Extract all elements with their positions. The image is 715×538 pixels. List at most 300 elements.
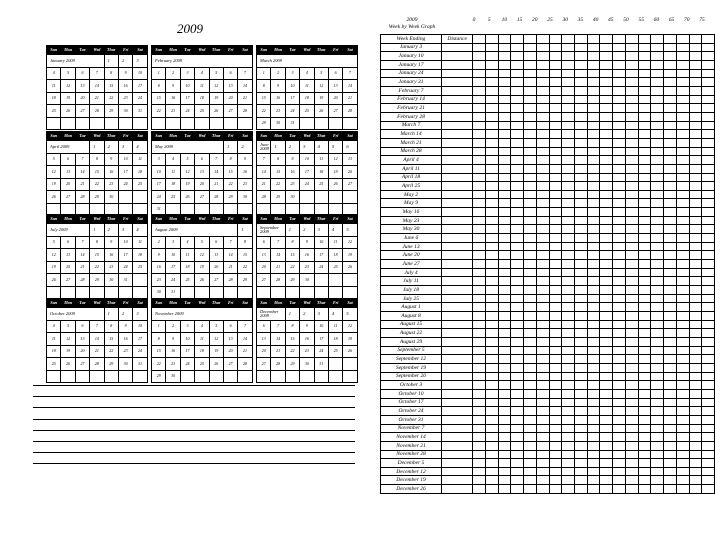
graph-cell[interactable] (536, 329, 549, 338)
day-cell[interactable]: 14 (271, 333, 285, 346)
graph-cell[interactable] (549, 225, 562, 234)
day-cell[interactable]: 19 (195, 261, 209, 274)
graph-cell[interactable] (524, 208, 537, 217)
day-cell[interactable]: 9 (271, 80, 285, 93)
graph-cell[interactable] (587, 459, 600, 468)
graph-cell[interactable] (473, 424, 486, 433)
day-cell[interactable]: 20 (257, 345, 271, 358)
graph-cell[interactable] (625, 346, 638, 355)
day-cell[interactable]: 23 (118, 345, 132, 358)
graph-cell[interactable] (613, 294, 626, 303)
graph-cell[interactable] (689, 450, 702, 459)
graph-cell[interactable] (511, 60, 524, 69)
day-cell[interactable]: 23 (300, 261, 314, 274)
graph-cell[interactable] (625, 415, 638, 424)
day-cell[interactable] (166, 117, 180, 130)
graph-cell[interactable] (702, 208, 715, 217)
graph-cell[interactable] (587, 355, 600, 364)
day-cell[interactable]: 8 (257, 80, 271, 93)
day-cell[interactable]: 24 (133, 92, 147, 105)
graph-cell[interactable] (676, 294, 689, 303)
day-cell[interactable]: 16 (104, 166, 118, 179)
day-cell[interactable]: 1 (238, 224, 252, 237)
graph-cell[interactable] (613, 398, 626, 407)
day-cell[interactable] (133, 370, 147, 383)
day-cell[interactable]: 31 (133, 358, 147, 371)
day-cell[interactable]: 5 (328, 141, 342, 154)
day-cell[interactable]: 4 (328, 224, 342, 237)
graph-cell[interactable] (562, 147, 575, 156)
graph-cell[interactable] (575, 407, 588, 416)
graph-cell[interactable] (562, 294, 575, 303)
graph-cell[interactable] (664, 329, 677, 338)
graph-cell[interactable] (651, 242, 664, 251)
day-cell[interactable]: 21 (90, 345, 104, 358)
graph-cell[interactable] (524, 182, 537, 191)
day-cell[interactable]: 1 (104, 308, 118, 321)
day-cell[interactable] (90, 370, 104, 383)
day-cell[interactable]: 1 (90, 224, 104, 237)
graph-cell[interactable] (536, 104, 549, 113)
graph-cell[interactable] (638, 234, 651, 243)
day-cell[interactable]: 28 (238, 358, 252, 371)
graph-cell[interactable] (651, 234, 664, 243)
graph-cell[interactable] (473, 182, 486, 191)
distance-cell[interactable] (442, 86, 473, 95)
day-cell[interactable] (328, 286, 342, 299)
day-cell[interactable]: 5 (314, 67, 328, 80)
day-cell[interactable] (300, 191, 314, 204)
graph-cell[interactable] (575, 424, 588, 433)
graph-cell[interactable] (600, 407, 613, 416)
graph-cell[interactable] (473, 329, 486, 338)
graph-cell[interactable] (689, 242, 702, 251)
graph-cell[interactable] (676, 173, 689, 182)
day-cell[interactable] (75, 370, 89, 383)
graph-cell[interactable] (587, 190, 600, 199)
day-cell[interactable] (61, 370, 75, 383)
graph-cell[interactable] (651, 156, 664, 165)
day-cell[interactable] (118, 191, 132, 204)
day-cell[interactable]: 23 (300, 345, 314, 358)
graph-cell[interactable] (600, 415, 613, 424)
graph-cell[interactable] (702, 312, 715, 321)
graph-cell[interactable] (473, 467, 486, 476)
day-cell[interactable]: 15 (90, 249, 104, 262)
graph-cell[interactable] (638, 147, 651, 156)
day-cell[interactable]: 11 (195, 333, 209, 346)
graph-cell[interactable] (524, 346, 537, 355)
graph-cell[interactable] (600, 346, 613, 355)
distance-cell[interactable] (442, 95, 473, 104)
graph-cell[interactable] (524, 164, 537, 173)
graph-cell[interactable] (536, 69, 549, 78)
graph-cell[interactable] (689, 95, 702, 104)
graph-cell[interactable] (587, 69, 600, 78)
graph-cell[interactable] (664, 294, 677, 303)
graph-cell[interactable] (664, 320, 677, 329)
graph-cell[interactable] (511, 268, 524, 277)
graph-cell[interactable] (549, 78, 562, 87)
day-cell[interactable]: 12 (195, 249, 209, 262)
graph-cell[interactable] (498, 86, 511, 95)
day-cell[interactable]: 16 (118, 80, 132, 93)
day-cell[interactable]: 26 (343, 345, 357, 358)
graph-cell[interactable] (486, 138, 499, 147)
graph-cell[interactable] (536, 251, 549, 260)
graph-cell[interactable] (562, 138, 575, 147)
graph-cell[interactable] (638, 216, 651, 225)
graph-cell[interactable] (486, 260, 499, 269)
graph-cell[interactable] (689, 147, 702, 156)
day-cell[interactable]: 27 (343, 178, 357, 191)
graph-cell[interactable] (613, 104, 626, 113)
distance-cell[interactable] (442, 286, 473, 295)
graph-cell[interactable] (562, 173, 575, 182)
day-cell[interactable]: 16 (300, 333, 314, 346)
graph-cell[interactable] (702, 363, 715, 372)
day-cell[interactable]: 19 (61, 345, 75, 358)
graph-cell[interactable] (498, 78, 511, 87)
graph-cell[interactable] (575, 329, 588, 338)
day-cell[interactable]: 18 (195, 92, 209, 105)
day-cell[interactable]: 28 (271, 274, 285, 287)
graph-cell[interactable] (562, 242, 575, 251)
day-cell[interactable] (328, 370, 342, 383)
graph-cell[interactable] (536, 43, 549, 52)
day-cell[interactable]: 2 (104, 224, 118, 237)
graph-cell[interactable] (498, 43, 511, 52)
distance-cell[interactable] (442, 138, 473, 147)
graph-cell[interactable] (549, 260, 562, 269)
graph-cell[interactable] (625, 173, 638, 182)
graph-cell[interactable] (549, 182, 562, 191)
graph-cell[interactable] (524, 190, 537, 199)
graph-cell[interactable] (473, 260, 486, 269)
graph-cell[interactable] (486, 69, 499, 78)
day-cell[interactable]: 1 (90, 141, 104, 154)
graph-cell[interactable] (498, 337, 511, 346)
graph-cell[interactable] (625, 268, 638, 277)
graph-cell[interactable] (664, 60, 677, 69)
graph-cell[interactable] (651, 173, 664, 182)
graph-cell[interactable] (524, 121, 537, 130)
graph-cell[interactable] (549, 381, 562, 390)
graph-cell[interactable] (562, 104, 575, 113)
graph-cell[interactable] (562, 459, 575, 468)
graph-cell[interactable] (613, 346, 626, 355)
day-cell[interactable]: 3 (152, 153, 166, 166)
day-cell[interactable]: 9 (166, 80, 180, 93)
graph-cell[interactable] (498, 441, 511, 450)
day-cell[interactable] (238, 370, 252, 383)
graph-cell[interactable] (549, 69, 562, 78)
graph-cell[interactable] (536, 485, 549, 494)
note-line[interactable] (33, 407, 355, 408)
graph-cell[interactable] (651, 381, 664, 390)
graph-cell[interactable] (498, 190, 511, 199)
day-cell[interactable] (343, 370, 357, 383)
day-cell[interactable]: 19 (328, 166, 342, 179)
graph-cell[interactable] (625, 208, 638, 217)
graph-cell[interactable] (511, 95, 524, 104)
graph-cell[interactable] (575, 433, 588, 442)
day-cell[interactable]: 15 (238, 249, 252, 262)
graph-cell[interactable] (575, 372, 588, 381)
graph-cell[interactable] (625, 156, 638, 165)
day-cell[interactable]: 12 (209, 80, 223, 93)
distance-cell[interactable] (442, 234, 473, 243)
day-cell[interactable]: 14 (238, 80, 252, 93)
graph-cell[interactable] (486, 242, 499, 251)
graph-cell[interactable] (536, 476, 549, 485)
graph-cell[interactable] (549, 389, 562, 398)
graph-cell[interactable] (524, 242, 537, 251)
day-cell[interactable]: 30 (152, 286, 166, 299)
day-cell[interactable]: 28 (343, 105, 357, 118)
graph-cell[interactable] (536, 112, 549, 121)
distance-cell[interactable] (442, 208, 473, 217)
graph-cell[interactable] (638, 225, 651, 234)
graph-cell[interactable] (587, 147, 600, 156)
graph-cell[interactable] (511, 415, 524, 424)
graph-cell[interactable] (664, 242, 677, 251)
graph-cell[interactable] (613, 320, 626, 329)
graph-cell[interactable] (613, 268, 626, 277)
graph-cell[interactable] (498, 242, 511, 251)
graph-cell[interactable] (702, 268, 715, 277)
graph-cell[interactable] (651, 78, 664, 87)
graph-cell[interactable] (664, 52, 677, 61)
graph-cell[interactable] (473, 234, 486, 243)
graph-cell[interactable] (613, 415, 626, 424)
graph-cell[interactable] (511, 329, 524, 338)
graph-cell[interactable] (473, 286, 486, 295)
graph-cell[interactable] (587, 164, 600, 173)
day-cell[interactable]: 1 (223, 141, 237, 154)
day-cell[interactable]: 7 (238, 67, 252, 80)
day-cell[interactable] (104, 370, 118, 383)
day-cell[interactable] (61, 286, 75, 299)
day-cell[interactable] (209, 370, 223, 383)
graph-cell[interactable] (600, 268, 613, 277)
graph-cell[interactable] (549, 208, 562, 217)
graph-cell[interactable] (511, 104, 524, 113)
distance-cell[interactable] (442, 60, 473, 69)
graph-cell[interactable] (549, 156, 562, 165)
graph-cell[interactable] (613, 459, 626, 468)
day-cell[interactable] (118, 370, 132, 383)
graph-cell[interactable] (600, 303, 613, 312)
day-cell[interactable]: 17 (118, 166, 132, 179)
graph-cell[interactable] (498, 173, 511, 182)
graph-cell[interactable] (689, 173, 702, 182)
day-cell[interactable]: 4 (195, 67, 209, 80)
day-cell[interactable]: 24 (166, 274, 180, 287)
graph-cell[interactable] (702, 199, 715, 208)
day-cell[interactable]: 28 (257, 191, 271, 204)
graph-cell[interactable] (664, 104, 677, 113)
graph-cell[interactable] (651, 130, 664, 139)
graph-cell[interactable] (562, 363, 575, 372)
day-cell[interactable] (314, 274, 328, 287)
graph-cell[interactable] (549, 363, 562, 372)
graph-cell[interactable] (473, 450, 486, 459)
graph-cell[interactable] (702, 95, 715, 104)
graph-cell[interactable] (651, 329, 664, 338)
graph-cell[interactable] (638, 43, 651, 52)
day-cell[interactable]: 2 (152, 236, 166, 249)
graph-cell[interactable] (536, 190, 549, 199)
day-cell[interactable]: 11 (166, 166, 180, 179)
graph-cell[interactable] (549, 52, 562, 61)
graph-cell[interactable] (524, 173, 537, 182)
day-cell[interactable]: 6 (195, 153, 209, 166)
graph-cell[interactable] (473, 459, 486, 468)
graph-cell[interactable] (664, 424, 677, 433)
graph-cell[interactable] (613, 225, 626, 234)
day-cell[interactable]: 26 (209, 358, 223, 371)
day-cell[interactable] (314, 370, 328, 383)
distance-cell[interactable] (442, 303, 473, 312)
graph-cell[interactable] (473, 130, 486, 139)
day-cell[interactable]: 2 (118, 55, 132, 68)
graph-cell[interactable] (689, 381, 702, 390)
distance-cell[interactable] (442, 415, 473, 424)
graph-cell[interactable] (587, 216, 600, 225)
graph-cell[interactable] (473, 164, 486, 173)
day-cell[interactable] (257, 370, 271, 383)
graph-cell[interactable] (486, 346, 499, 355)
day-cell[interactable]: 7 (90, 67, 104, 80)
distance-cell[interactable] (442, 164, 473, 173)
graph-cell[interactable] (664, 372, 677, 381)
graph-cell[interactable] (664, 156, 677, 165)
day-cell[interactable]: 23 (166, 358, 180, 371)
graph-cell[interactable] (664, 225, 677, 234)
graph-cell[interactable] (638, 199, 651, 208)
graph-cell[interactable] (511, 433, 524, 442)
graph-cell[interactable] (689, 104, 702, 113)
graph-cell[interactable] (575, 467, 588, 476)
distance-cell[interactable] (442, 450, 473, 459)
graph-cell[interactable] (676, 260, 689, 269)
graph-cell[interactable] (625, 104, 638, 113)
day-cell[interactable]: 27 (61, 191, 75, 204)
graph-cell[interactable] (498, 156, 511, 165)
graph-cell[interactable] (524, 294, 537, 303)
graph-cell[interactable] (689, 312, 702, 321)
graph-cell[interactable] (536, 147, 549, 156)
graph-cell[interactable] (600, 182, 613, 191)
distance-cell[interactable] (442, 199, 473, 208)
note-line[interactable] (33, 385, 355, 386)
day-cell[interactable]: 26 (314, 105, 328, 118)
day-cell[interactable]: 4 (133, 141, 147, 154)
day-cell[interactable]: 27 (61, 274, 75, 287)
graph-cell[interactable] (562, 441, 575, 450)
graph-cell[interactable] (562, 208, 575, 217)
day-cell[interactable]: 15 (285, 249, 299, 262)
graph-cell[interactable] (613, 190, 626, 199)
day-cell[interactable] (195, 370, 209, 383)
day-cell[interactable]: 20 (61, 178, 75, 191)
graph-cell[interactable] (536, 450, 549, 459)
graph-cell[interactable] (549, 424, 562, 433)
day-cell[interactable]: 6 (257, 236, 271, 249)
day-cell[interactable]: 13 (61, 249, 75, 262)
graph-cell[interactable] (651, 467, 664, 476)
graph-cell[interactable] (536, 268, 549, 277)
graph-cell[interactable] (511, 398, 524, 407)
graph-cell[interactable] (689, 138, 702, 147)
graph-cell[interactable] (676, 286, 689, 295)
graph-cell[interactable] (562, 277, 575, 286)
graph-cell[interactable] (587, 78, 600, 87)
graph-cell[interactable] (689, 164, 702, 173)
day-cell[interactable]: 25 (133, 261, 147, 274)
day-cell[interactable]: 10 (180, 333, 194, 346)
day-cell[interactable]: 21 (238, 345, 252, 358)
day-cell[interactable]: 11 (300, 80, 314, 93)
graph-cell[interactable] (486, 398, 499, 407)
graph-cell[interactable] (613, 441, 626, 450)
graph-cell[interactable] (524, 355, 537, 364)
graph-cell[interactable] (613, 467, 626, 476)
graph-cell[interactable] (575, 346, 588, 355)
day-cell[interactable]: 23 (238, 178, 252, 191)
graph-cell[interactable] (575, 459, 588, 468)
day-cell[interactable]: 8 (152, 80, 166, 93)
graph-cell[interactable] (587, 156, 600, 165)
day-cell[interactable]: 14 (90, 80, 104, 93)
graph-cell[interactable] (524, 130, 537, 139)
day-cell[interactable]: 3 (166, 236, 180, 249)
graph-cell[interactable] (575, 389, 588, 398)
graph-cell[interactable] (664, 363, 677, 372)
graph-cell[interactable] (549, 190, 562, 199)
graph-cell[interactable] (651, 251, 664, 260)
graph-cell[interactable] (613, 199, 626, 208)
graph-cell[interactable] (651, 433, 664, 442)
graph-cell[interactable] (486, 60, 499, 69)
graph-cell[interactable] (511, 485, 524, 494)
graph-cell[interactable] (689, 190, 702, 199)
day-cell[interactable]: 1 (271, 141, 285, 154)
day-cell[interactable]: 8 (90, 236, 104, 249)
graph-cell[interactable] (536, 294, 549, 303)
graph-cell[interactable] (600, 329, 613, 338)
graph-cell[interactable] (664, 121, 677, 130)
graph-cell[interactable] (498, 225, 511, 234)
graph-cell[interactable] (562, 415, 575, 424)
distance-cell[interactable] (442, 459, 473, 468)
day-cell[interactable]: 25 (47, 105, 61, 118)
day-cell[interactable]: 30 (238, 191, 252, 204)
graph-cell[interactable] (549, 216, 562, 225)
day-cell[interactable] (104, 117, 118, 130)
day-cell[interactable]: 20 (223, 92, 237, 105)
graph-cell[interactable] (549, 173, 562, 182)
day-cell[interactable]: 24 (133, 345, 147, 358)
graph-cell[interactable] (664, 86, 677, 95)
graph-cell[interactable] (702, 147, 715, 156)
graph-cell[interactable] (562, 372, 575, 381)
distance-cell[interactable] (442, 78, 473, 87)
graph-cell[interactable] (562, 78, 575, 87)
day-cell[interactable]: 12 (328, 153, 342, 166)
day-cell[interactable]: 20 (257, 261, 271, 274)
